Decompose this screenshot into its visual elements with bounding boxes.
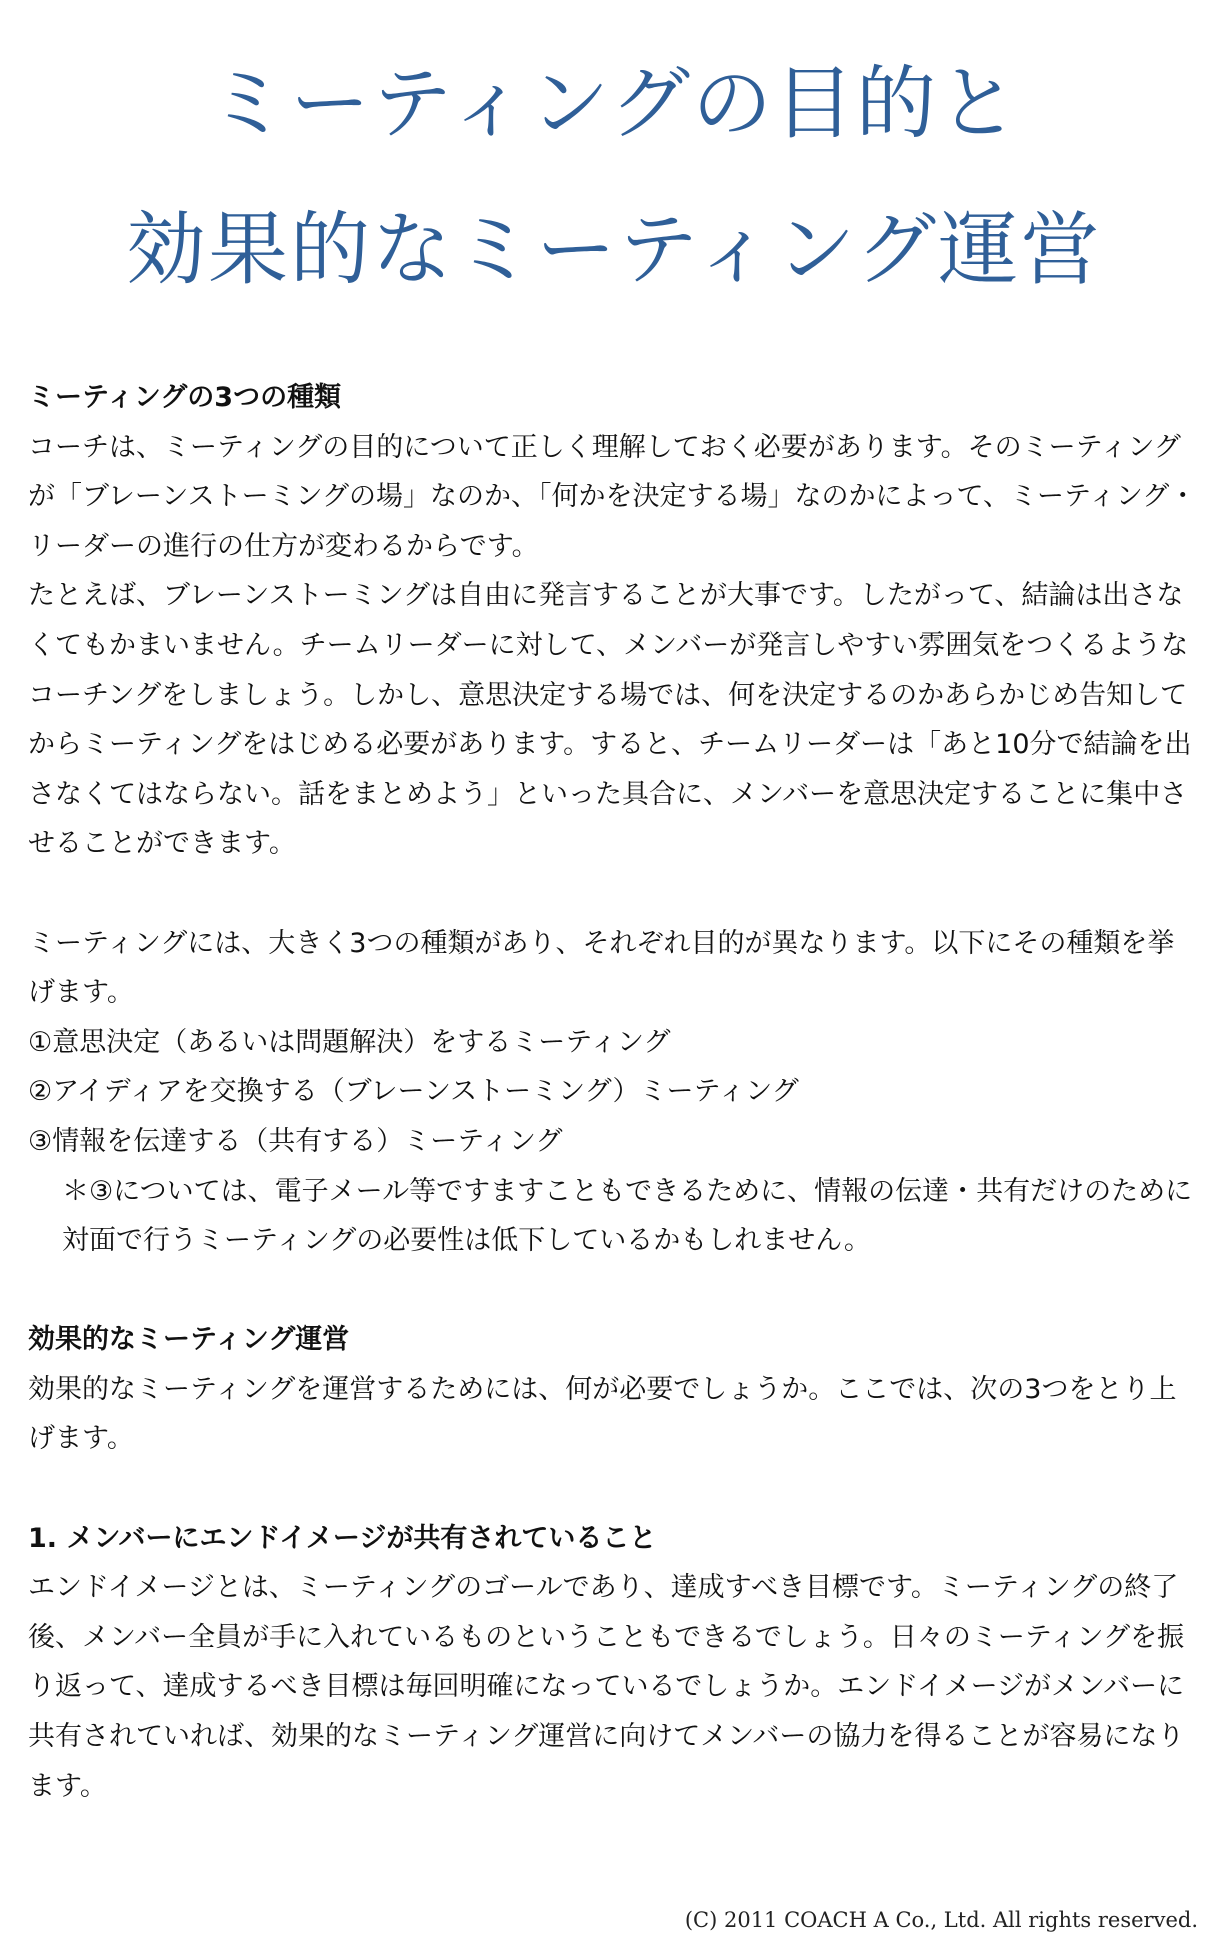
document-body xyxy=(28,373,1200,1811)
subheading-end-image: 1. メンバーにエンドイメージが共有されていること xyxy=(28,1522,657,1554)
paragraph-purpose: コーチは、ミーティングの目的について正しく理解しておく必要があります。そのミーティングが「ブレーンストーミングの場」なのか、「何かを決定する場」なのかによって、ミーティング・リーダーの進行の仕方が変わるからです。 xyxy=(28,431,1197,562)
note-paragraph: ＊③については、電子メール等ですますこともできるために、情報の伝達・共有だけのために対面で行うミーティングの必要性は低下しているかもしれません。 xyxy=(62,1175,1193,1257)
spacer xyxy=(28,1266,1200,1316)
paragraph-end-image: エンドイメージとは、ミーティングのゴールであり、達成すべき目標です。ミーティングの終了後、メンバー全員が手に入れているものということもできるでしょう。日々のミーティングを振り返って、達成するべき目標は毎回明確になっているでしょうか。エンドイメージがメンバーに共有されていれば、効果的なミーティング運営に向けてメンバーの協力を得ることが容易になります。 xyxy=(28,1572,1185,1802)
list-item-brainstorm: ②アイディアを交換する（ブレーンストーミング）ミーティング xyxy=(28,1076,799,1108)
paragraph-example: たとえば、ブレーンストーミングは自由に発言することが大事です。したがって、結論は出さなくてもかまいません。チームリーダーに対して、メンバーが発言しやすい雰囲気をつくるようなコーチングをしましょう。しかし、意思決定する場では、何を決定するのかあらかじめ告知してからミーティングをはじめる必要があります。すると、チームリーダーは「あと10分で結論を出さなくてはならない。話をまとめよう」といった具合に、メンバーを意思決定することに集中させることができます。 xyxy=(28,580,1192,860)
paragraph-requirements: 効果的なミーティングを運営するためには、何が必要でしょうか。ここでは、次の3つをとり上げます。 xyxy=(28,1373,1177,1455)
copyright-notice: (C) 2011 COACH A Co., Ltd. All rights reserved. xyxy=(684,1908,1198,1932)
page-title-line-1: ミーティングの目的と xyxy=(208,57,1020,150)
list-item-information: ③情報を伝達する（共有する）ミーティング xyxy=(28,1125,563,1157)
section-heading-effective-meeting: 効果的なミーティング運営 xyxy=(28,1324,350,1356)
page-title-line-2: 効果的なミーティング運営 xyxy=(126,203,1102,296)
spacer xyxy=(28,1464,1200,1514)
spacer xyxy=(28,869,1200,919)
paragraph-three-types: ミーティングには、大きく3つの種類があり、それぞれ目的が異なります。以下にその種類を挙げます。 xyxy=(28,927,1175,1009)
list-item-decision: ①意思決定（あるいは問題解決）をするミーティング xyxy=(28,1026,671,1058)
section-heading-meeting-types: ミーティングの3つの種類 xyxy=(28,382,342,413)
